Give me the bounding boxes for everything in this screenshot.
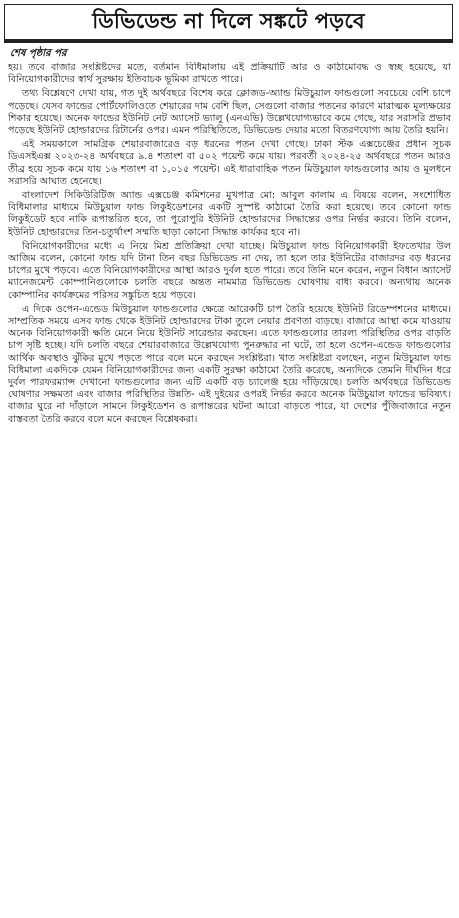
- article-paragraph: তথ্য বিশ্লেষণে দেখা যায়, গত দুই অর্থবছরে বিশেষ করে ক্লোজড-অ্যান্ড মিউচুয়াল ফান্ডগুলো সবচেয়ে বেশি চাপে পড়েছে। যেসব ফান্ডের পোর্টফোলিওতে শেয়ারের দাম বেশি ছিল, সেগুলো বাজার পতনের কারণে মারাত্মক মূল্যক্ষয়ের শিকার হয়েছে। অনেক ফান্ডের ইউনিট নেট অ্যাসেট ভ্যালু (এনএভি) উল্লেখযোগ্যভাবে কমে গেছে, যার সরাসরি প্রভাব পড়েছে ইউনিট হোল্ডারদের রিটার্নের ওপর। এমন পরিস্থিতিতে, ডিভিডেন্ড দেয়ার মতো বিতরণযোগ্য আয় তৈরি হয়নি।: [8, 88, 451, 137]
- headline-rule: [4, 40, 453, 43]
- article-paragraph: বিনিয়োগকারীদের মধ্যে এ নিয়ে মিশ্র প্রতিক্রিয়া দেখা যাচ্ছে। মিউচুয়াল ফান্ড বিনিয়োগকারী ইফতেখার উল আজিম বলেন, কোনো ফান্ড যদি টানা তিন বছর ডিভিডেন্ড না দেয়, তা হলে তার ইউনিটের বাজারদর বড় ধরনের চাপের মুখে পড়বে। এতে বিনিয়োগকারীদের আস্থা আরও দুর্বল হতে পারে। তবে তিনি মনে করেন, নতুন বিধান অ্যাসেট ম্যানেজমেন্ট কোম্পানিগুলোকে চলতি বছরে অন্তত নামমাত্র ডিভিডেন্ড ঘোষণায় বাধ্য করবে। অন্যথায় অনেক কোম্পানির কার্যক্রমের পরিসর সঙ্কুচিত হয়ে পড়বে।: [8, 240, 451, 301]
- headline: ডিভিডেন্ড না দিলে সঙ্কটে পড়বে: [92, 8, 365, 33]
- headline-box: [4, 4, 453, 40]
- continued-label: শেষ পৃষ্ঠার পর: [10, 48, 67, 59]
- article-paragraph: এ দিকে ওপেন-এন্ডেড মিউচুয়াল ফান্ডগুলোর ক্ষেত্রে আরেকটি চাপ তৈরি হয়েছে ইউনিট রিডেম্পশনের মাধ্যমে। সাম্প্রতিক সময়ে এসব ফান্ড থেকে ইউনিট হোল্ডারদের টাকা তুলে নেয়ার প্রবণতা বাড়ছে। বাজারে আস্থা কমে যাওয়ায় অনেক বিনিয়োগকারী ক্ষতি মেনে নিয়ে ইউনিট সারেন্ডার করছেন। এতে ফান্ডগুলোর তারল্য পরিস্থিতির ওপর বাড়তি চাপ সৃষ্টি হচ্ছে। যদি চলতি বছরে শেয়ারবাজারে উল্লেখযোগ্য পুনরুদ্ধার না ঘটে, তা হলে ওপেন-এন্ডেড ফান্ডগুলোর আর্থিক অবস্থাও ঝুঁকির মুখে পড়তে পারে বলে মনে করছেন সংশ্লিষ্টরা। খাত সংশ্লিষ্টরা বলছেন, নতুন মিউচুয়াল ফান্ড বিধিমালা একদিকে যেমন বিনিয়োগকারীদের জন্য একটি সুরক্ষা কাঠামো তৈরি করেছে, অন্যদিকে তেমনি দীর্ঘদিন ধরে দুর্বল পারফরম্যান্স দেখানো ফান্ডগুলোর জন্য এটি একটি বড় চ্যালেঞ্জ হয়ে দাঁড়িয়েছে। চলতি অর্থবছরে ডিভিডেন্ড ঘোষণার সক্ষমতা এবং বাজার পরিস্থিতির উন্নতি- এই দুইয়ের ওপরই নির্ভর করবে অনেক মিউচুয়াল ফান্ডের ভবিষ্যৎ। বাজার ঘুরে না দাঁড়ালে সামনে লিকুইডেশন ও রূপান্তরের ঘটনা আরো বাড়তে পারে, যা দেশের পুঁজিবাজারে নতুন বাস্তবতা তৈরি করবে বলে মনে করছেন বিশ্লেষকরা।: [8, 303, 451, 425]
- article-paragraph: এই সময়কালে সামগ্রিক শেয়ারবাজারেও বড় ধরনের পতন দেখা গেছে। ঢাকা স্টক এক্সচেঞ্জের প্রধান সূচক ডিএসইএক্স ২০২৩-২৪ অর্থবছরে ৯.৪ শতাংশ বা ৫০২ পয়েন্ট কমে যায়। পরবর্তী ২০২৪-২৫ অর্থবছরে পতন আরও তীব্র হয়ে সূচক কমে যায় ১৬ শতাংশ বা ১,০১৫ পয়েন্ট। এই ধারাবাহিক পতন মিউচুয়াল ফান্ডগুলোর আয় ও মূলধনে সরাসরি আঘাত হেনেছে।: [8, 139, 451, 187]
- article-body: [8, 62, 451, 914]
- article-paragraph: হয়। তবে বাজার সংশ্লিষ্টদের মতে, বর্তমান বিধিমালায় এই প্রক্রিয়াটি আর ও কাঠামোবদ্ধ ও স্বচ্ছ হয়েছে, যা বিনিয়োগকারীদের স্বার্থ সুরক্ষায় ইতিবাচক ভূমিকা রাখতে পারে।: [8, 62, 451, 86]
- article-paragraph: বাংলাদেশ সিকিউরিটিজ অ্যান্ড এক্সচেঞ্জ কমিশনের মুখপাত্র মো: আবুল কালাম এ বিষয়ে বলেন, সংশোধিত বিধিমালার মাধ্যমে মিউচুয়াল ফান্ড লিকুইডেশনের একটি সুস্পষ্ট কাঠামো তৈরি করা হয়েছে। তবে কোনো ফান্ড লিকুইডেট হবে নাকি রূপান্তরিত হবে, তা পুরোপুরি ইউনিট হোল্ডারদের সিদ্ধান্তের ওপর নির্ভর করবে। তিনি বলেন, ইউনিট হোল্ডারদের তিন-চতুর্থাংশ সম্মতি ছাড়া কোনো সিদ্ধান্ত কার্যকর হবে না।: [8, 190, 451, 238]
